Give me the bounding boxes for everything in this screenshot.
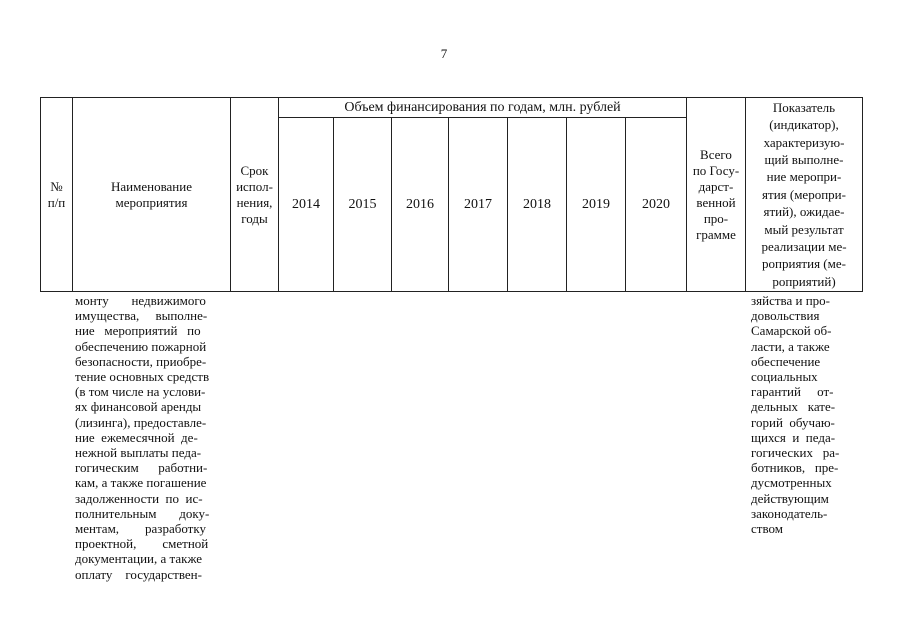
header-year: 2015 <box>348 196 377 212</box>
header-name: Наименование мероприятия <box>111 178 192 210</box>
header-year: 2014 <box>292 196 320 212</box>
header-year: 2016 <box>406 196 434 212</box>
header-year: 2019 <box>582 196 610 212</box>
header-term: Срок испол- нения, годы <box>236 162 273 226</box>
header-funding: Объем финансирования по годам, млн. рублей <box>344 99 621 115</box>
page-number: 7 <box>440 46 448 61</box>
table-border-right <box>862 97 863 292</box>
header-year: 2018 <box>523 196 551 212</box>
header-year: 2020 <box>642 196 670 212</box>
table-header <box>40 97 863 292</box>
table-header-bottom <box>40 291 863 292</box>
header-number: № п/п <box>47 178 66 210</box>
header-total: Всего по Госу- дарст- венной про- грамме <box>692 146 740 242</box>
header-indicator: Показатель (индикатор), характеризую- щий выполне- ние меропри- ятия (меропри- ятий), ожидае- мый результат реализации ме- роприятия (ме- роприятий) <box>761 99 847 289</box>
indicator-text: зяйства и про- довольствия Самарской об- ласти, а также обеспечение социальных гарантий от- дельных кате- горий обучаю- щихся и педа- гогических ра- ботников, пре- дусмотренных действующим законодатель- ством <box>751 293 840 537</box>
measure-name-text: монту недвижимого имущества, выполне- ние мероприятий по обеспечению пожарной безопасности, приобре- тение основных средств (в том числе на услови- ях финансовой аренды (лизинга), предоставле- ние ежемесячной де- нежной выплаты педа- гогическим работни- кам, а также погашение задолженности по ис- полнительным доку- ментам, разработку проектной, сметной документации, а также оплату государствен- <box>75 293 210 582</box>
header-year: 2017 <box>464 196 492 212</box>
